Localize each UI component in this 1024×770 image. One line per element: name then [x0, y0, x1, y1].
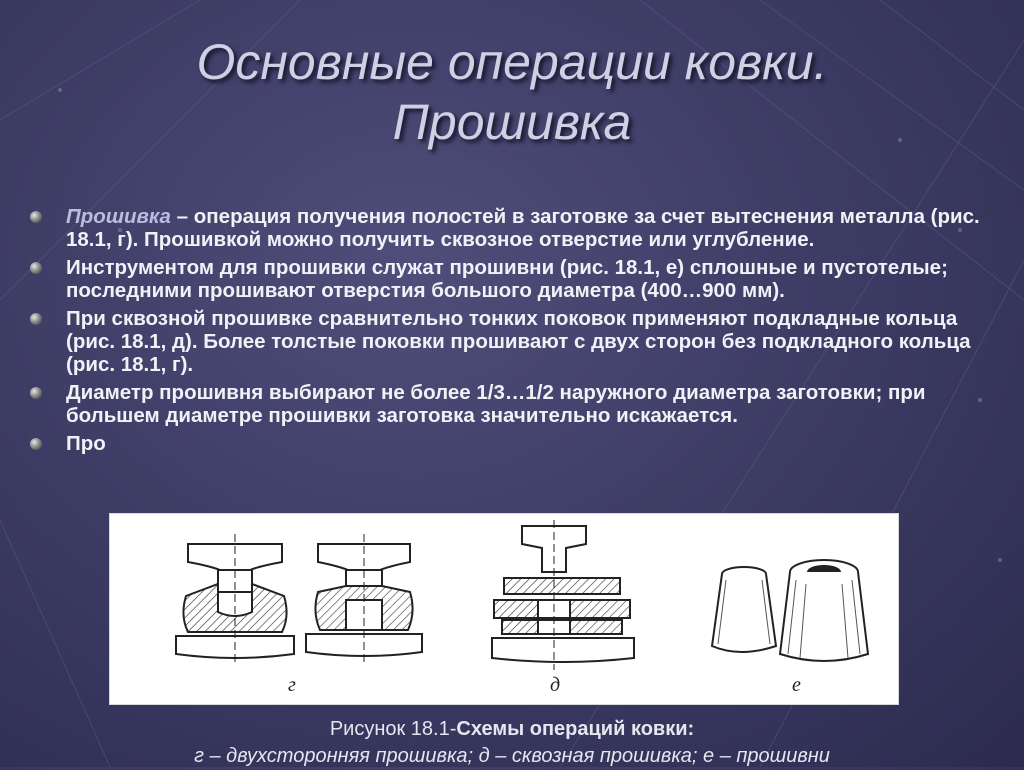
bullet-dot-icon — [30, 438, 42, 450]
bullet-item — [30, 432, 990, 455]
forging-diagrams — [110, 514, 898, 704]
title-line-2: Прошивка — [392, 94, 632, 150]
bullet-item — [30, 205, 990, 251]
slide-title — [0, 32, 1024, 152]
figure-label-d: д — [550, 674, 561, 696]
bullet-item — [30, 307, 990, 376]
bullet-term: Прошивка — [66, 205, 171, 228]
figure-label-e: е — [792, 674, 801, 696]
bullet-text: Про — [66, 432, 106, 455]
figure-caption — [0, 716, 1024, 770]
bullet-dot-icon — [30, 387, 42, 399]
bullet-dot-icon — [30, 211, 42, 223]
bullet-text: Инструментом для прошивки служат прошивни (рис. 18.1, е) сплошные и пустотелые; последними прошивают отверстия большого диаметра (400…900 мм). — [66, 256, 948, 302]
bullet-list — [30, 205, 990, 460]
diagram-d-through-piercing — [492, 520, 634, 670]
bullet-dot-icon — [30, 313, 42, 325]
title-line-1: Основные операции ковки. — [196, 34, 828, 90]
diagram-g-double-sided-piercing — [176, 534, 294, 664]
bullet-item — [30, 256, 990, 302]
caption-prefix: Рисунок 18.1- — [329, 718, 457, 740]
caption-bold: Схемы операций ковки: — [456, 718, 695, 740]
bullet-text: При сквозной прошивке сравнительно тонких поковок применяют подкладные кольца (рис. 18.1, д). Более толстые поковки прошивают с двух сторон без подкладного кольца (рис. 18.1, г). — [66, 307, 971, 376]
bullet-text: Диаметр прошивня выбирают не более 1/3…1/2 наружного диаметра заготовки; при большем диаметре прошивки заготовка значительно искажается. — [66, 381, 926, 427]
bullet-item — [30, 381, 990, 427]
bullet-dot-icon — [30, 262, 42, 274]
caption-line-1 — [0, 716, 1024, 743]
figure-18-1 — [109, 513, 899, 705]
bullet-text: – операция получения полостей в заготовке за счет вытеснения металла (рис. 18.1, г). Прошивкой можно получить сквозное отверстие или углубление. — [66, 205, 980, 251]
figure-label-g: г — [288, 674, 296, 696]
diagram-g-second-stage — [306, 534, 422, 664]
caption-line-2: г – двухсторонняя прошивка; д – сквозная прошивка; е – прошивни — [194, 745, 830, 767]
diagram-e-piercing-punches — [712, 560, 868, 661]
